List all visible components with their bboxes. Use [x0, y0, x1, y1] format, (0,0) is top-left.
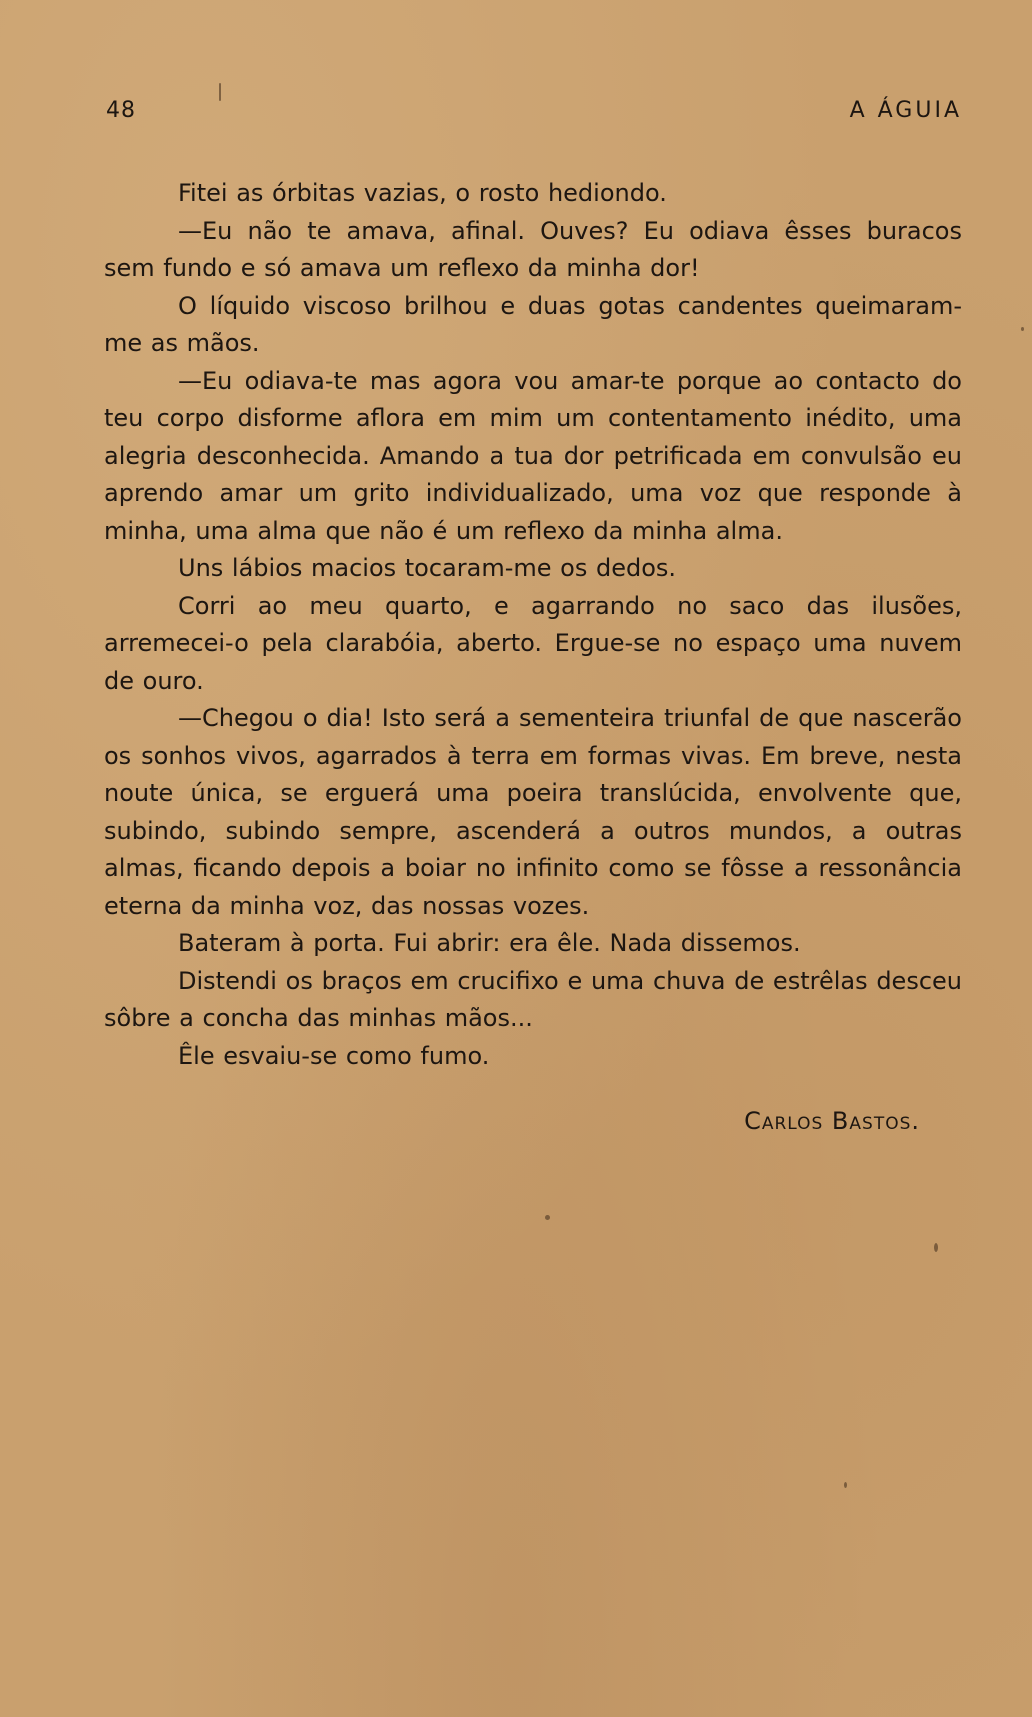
paper-speck: [1021, 327, 1024, 331]
paragraph: Êle esvaiu-se como fumo.: [178, 1041, 490, 1070]
paper-speck: [219, 83, 221, 101]
author-signature: Carlos Bastos.: [744, 1107, 920, 1135]
paragraph: —Eu não te amava, afinal. Ouves? Eu odiava êsses buracos sem fundo e só amava um reflexo da minha dor!: [104, 216, 962, 282]
paper-speck: [545, 1215, 550, 1220]
paragraph: —Eu odiava-te mas agora vou amar-te porque ao contacto do teu corpo disforme aflora em mim um contentamento inédito, uma alegria desconhecida. Amando a tua dor petrificada em convulsão eu aprendo amar um grito individualizado, uma voz que responde à minha, uma alma que não é um reflexo da minha alma.: [104, 366, 962, 545]
running-title: A ÁGUIA: [849, 98, 962, 123]
paragraph: Bateram à porta. Fui abrir: era êle. Nada dissemos.: [178, 929, 801, 957]
page-number: 48: [106, 98, 136, 123]
paragraph: O líquido viscoso brilhou e duas gotas candentes queimaram-me as mãos.: [104, 291, 962, 357]
paper-speck: [934, 1243, 938, 1252]
body-text: [104, 175, 962, 1075]
paragraph: Distendi os braços em crucifixo e uma chuva de estrêlas desceu sôbre a concha das minhas mãos...: [104, 966, 962, 1032]
paragraph: Uns lábios macios tocaram-me os dedos.: [178, 554, 677, 582]
paragraph: —Chegou o dia! Isto será a sementeira triunfal de que nascerão os sonhos vivos, agarrados à terra em formas vivas. Em breve, nesta noute única, se erguerá uma poeira translúcida, envolvente que, subindo, subindo sempre, ascenderá a outros mundos, a outras almas, ficando depois a boiar no infinito como se fôsse a ressonância eterna da minha voz, das nossas vozes.: [104, 704, 962, 920]
paragraph: Corri ao meu quarto, e agarrando no saco das ilusões, arremecei-o pela clarabóia, aberto. Ergue-se no espaço uma nuvem de ouro.: [104, 591, 962, 695]
paper-speck: [844, 1482, 847, 1488]
paragraph: Fitei as órbitas vazias, o rosto hediondo.: [178, 179, 667, 207]
